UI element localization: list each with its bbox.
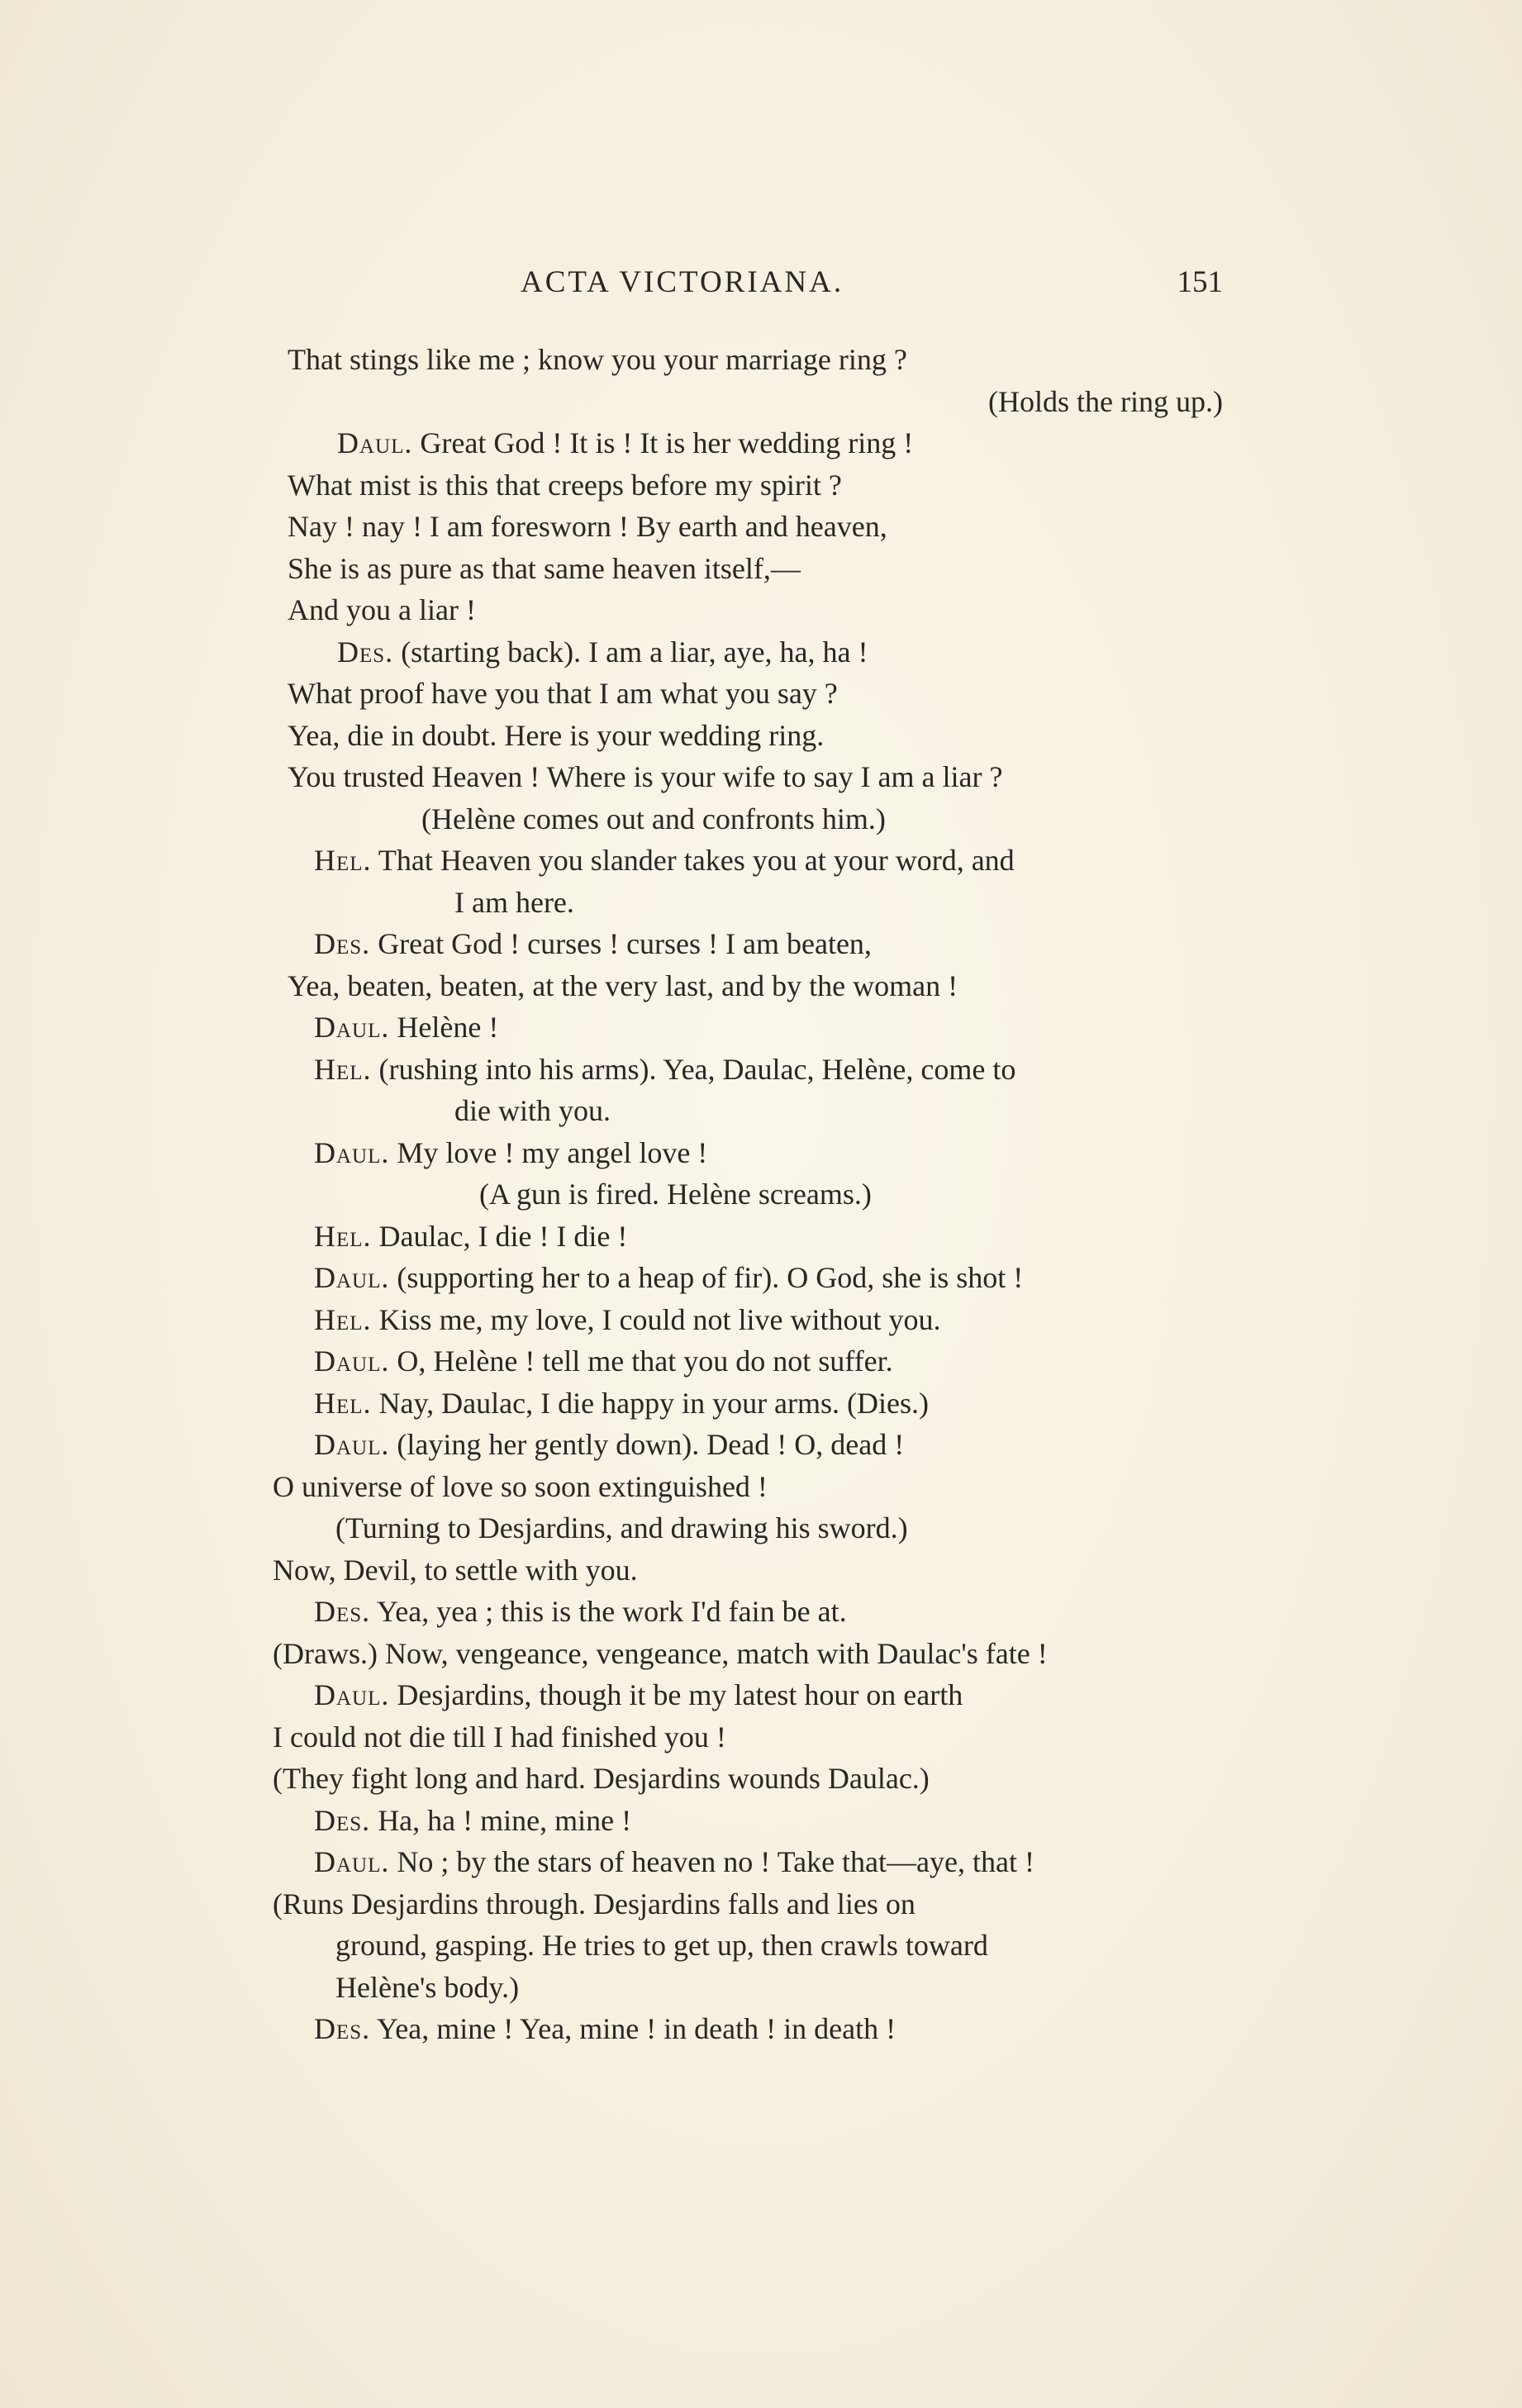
speaker-label: Hel. (314, 1302, 372, 1336)
speaker-label: Hel. (314, 1386, 372, 1420)
text-line: Yea, die in doubt. Here is your wedding ring. (288, 718, 825, 752)
text-line: (Draws.) Now, vengeance, vengeance, match with Daulac's fate ! (273, 1636, 1048, 1670)
speech-line: Des. (starting back). I am a liar, aye, ha, ha ! (337, 635, 868, 669)
speech-line: Daul. My love ! my angel love ! (314, 1135, 708, 1169)
text-line: I am here. (454, 885, 574, 919)
text-line: She is as pure as that same heaven itself,— (288, 551, 801, 585)
speaker-label: Daul. (314, 1344, 390, 1378)
text-line: What mist is this that creeps before my spirit ? (288, 468, 842, 502)
text-line: What proof have you that I am what you say ? (288, 677, 838, 710)
text-line: And you a liar ! (288, 593, 476, 626)
speech-line: Des. Yea, yea ; this is the work I'd fain be at. (314, 1595, 847, 1628)
speaker-label: Daul. (314, 1135, 390, 1169)
speaker-label: Des. (314, 927, 371, 960)
page-number: 151 (1177, 265, 1223, 299)
speaker-label: Des. (314, 1803, 371, 1837)
speaker-label: Daul. (314, 1428, 390, 1461)
stage-direction: (Turning to Desjardins, and drawing his sword.) (335, 1511, 908, 1544)
speech-line: Daul. No ; by the stars of heaven no ! Take that—aye, that ! (314, 1845, 1034, 1878)
text-line: Now, Devil, to settle with you. (273, 1553, 638, 1587)
speaker-label: Daul. (314, 1678, 390, 1711)
stage-direction: (They fight long and hard. Desjardins wounds Daulac.) (273, 1762, 930, 1795)
text-line: die with you. (454, 1094, 611, 1127)
speaker-label: Des. (337, 635, 394, 669)
play-text (273, 339, 1223, 2050)
speech-line: Hel. (rushing into his arms). Yea, Daulac, Helène, come to (314, 1052, 1016, 1086)
text-line: I could not die till I had finished you ! (273, 1720, 726, 1754)
speaker-label: Des. (314, 2012, 371, 2045)
speaker-label: Daul. (314, 1011, 390, 1044)
speech-line: Daul. O, Helène ! tell me that you do not suffer. (314, 1344, 893, 1378)
stage-direction: (A gun is fired. Helène screams.) (479, 1178, 872, 1211)
text-line: O universe of love so soon extinguished ! (273, 1469, 768, 1503)
speaker-label: Hel. (314, 1219, 372, 1253)
speaker-label: Des. (314, 1595, 371, 1628)
speaker-label: Hel. (314, 844, 372, 877)
running-title: ACTA VICTORIANA. (521, 265, 844, 299)
speech-line: Des. Yea, mine ! Yea, mine ! in death ! in death ! (314, 2012, 897, 2045)
page-header (273, 264, 1223, 314)
speech-line: Daul. Desjardins, though it be my latest hour on earth (314, 1678, 963, 1711)
stage-direction: Helène's body.) (335, 1970, 520, 2004)
speech-line: Hel. Daulac, I die ! I die ! (314, 1219, 628, 1253)
speech-line: Hel. That Heaven you slander takes you at your word, and (314, 844, 1015, 877)
stage-direction: (Runs Desjardins through. Desjardins falls and lies on (273, 1887, 916, 1920)
text-line: Yea, beaten, beaten, at the very last, and by the woman ! (288, 968, 958, 1002)
speaker-label: Hel. (314, 1052, 372, 1086)
speech-line: Daul. (laying her gently down). Dead ! O, dead ! (314, 1428, 905, 1461)
text-line: You trusted Heaven ! Where is your wife to say I am a liar ? (288, 760, 1003, 793)
speech-line: Daul. Helène ! (314, 1011, 499, 1044)
speech-line: Daul. (supporting her to a heap of fir). O God, she is shot ! (314, 1261, 1024, 1294)
speaker-label: Daul. (337, 426, 413, 459)
speech-line: Des. Ha, ha ! mine, mine ! (314, 1803, 632, 1837)
speaker-label: Daul. (314, 1845, 390, 1878)
stage-direction: ground, gasping. He tries to get up, then crawls toward (335, 1929, 988, 1962)
speech-line: Hel. Nay, Daulac, I die happy in your arms. (Dies.) (314, 1386, 930, 1420)
stage-direction: (Holds the ring up.) (988, 384, 1223, 418)
speech-line: Des. Great God ! curses ! curses ! I am beaten, (314, 927, 872, 960)
speaker-label: Daul. (314, 1261, 390, 1294)
stage-direction: (Helène comes out and confronts him.) (421, 802, 886, 835)
speech-line: Hel. Kiss me, my love, I could not live without you. (314, 1302, 941, 1336)
text-line: That stings like me ; know you your marriage ring ? (288, 343, 907, 376)
text-line: Nay ! nay ! I am foresworn ! By earth and heaven, (288, 510, 887, 543)
speech-line: Daul. Great God ! It is ! It is her wedding ring ! (337, 426, 914, 459)
